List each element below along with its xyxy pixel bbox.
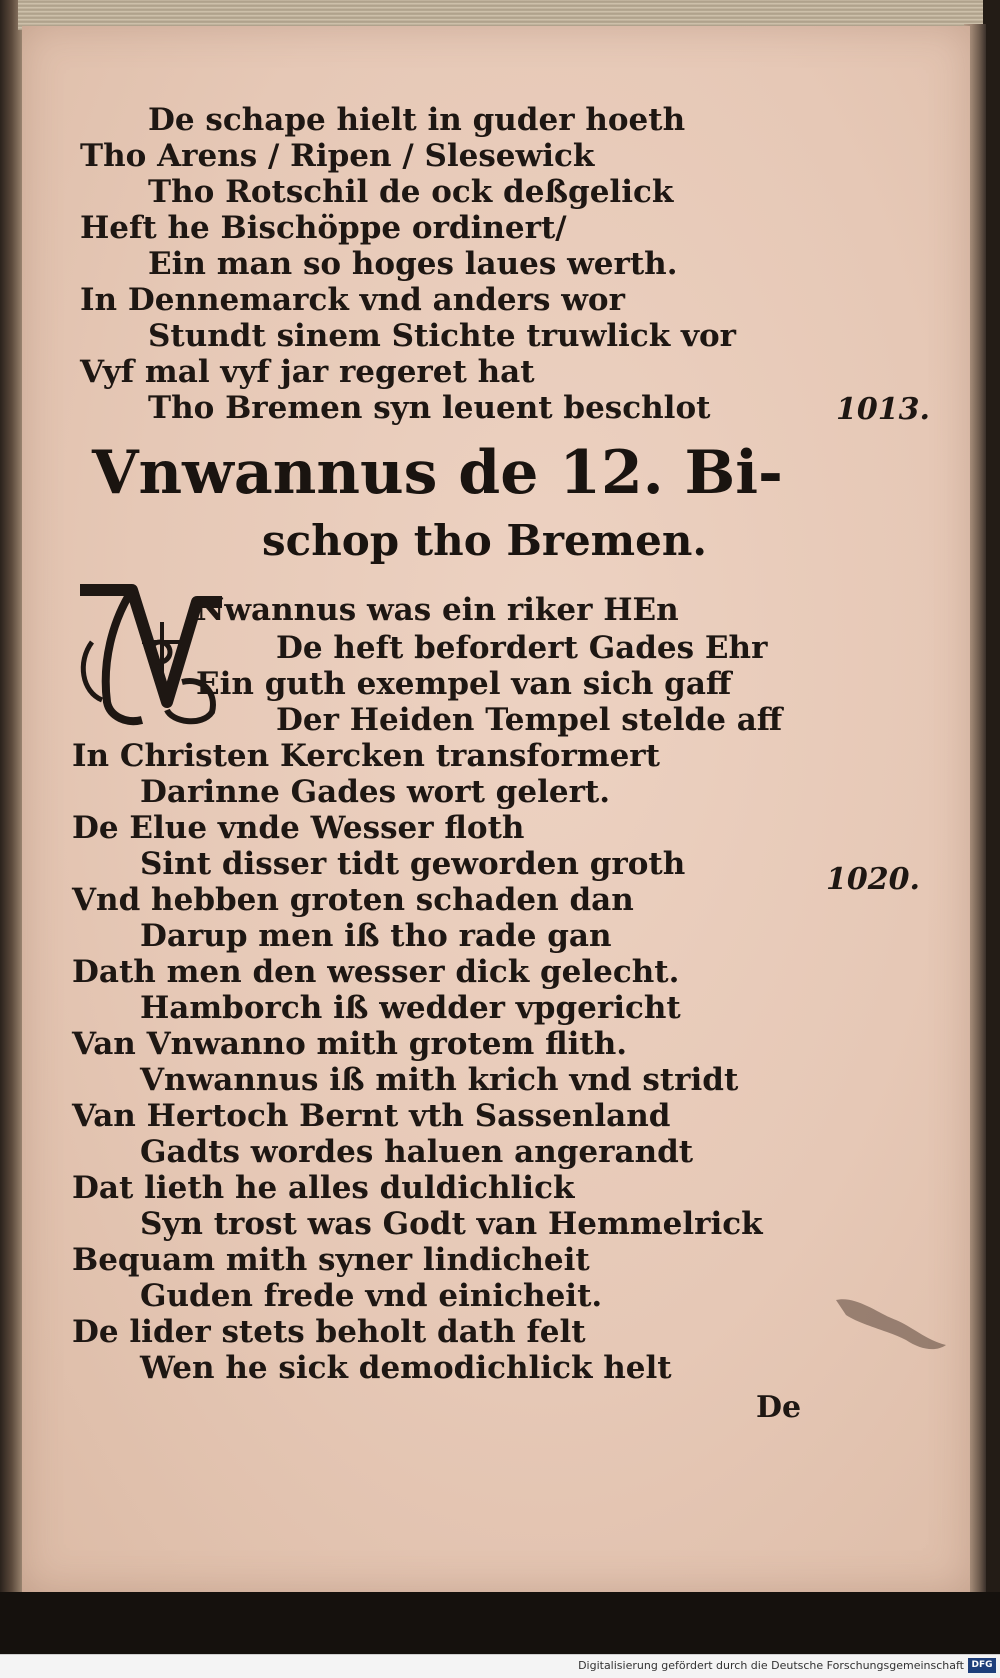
scan-background (0, 1592, 1000, 1654)
margin-year-note: 1020. (826, 862, 920, 897)
verse-line: Vnd hebben groten schaden dan (72, 882, 634, 918)
footer-credit: Digitalisierung gefördert durch die Deutsche Forschungsgemeinschaft (578, 1659, 964, 1672)
verse-line: De heft befordert Gades Ehr (276, 630, 768, 666)
verse-line: Tho Arens / Ripen / Slesewick (80, 138, 595, 174)
dfg-logo: DFG (968, 1658, 996, 1673)
verse-line: Wen he sick demodichlick helt (140, 1350, 672, 1386)
verse-line: Gadts wordes haluen angerandt (140, 1134, 694, 1170)
verse-line: Syn trost was Godt van Hemmelrick (140, 1206, 763, 1242)
ink-stain (826, 1290, 956, 1360)
verse-line: De schape hielt in guder hoeth (148, 102, 686, 138)
verse-line: Van Hertoch Bernt vth Sassenland (72, 1098, 671, 1134)
verse-line: Darup men iß tho rade gan (140, 918, 612, 954)
section-heading-continued: schop tho Bremen. (262, 516, 707, 565)
margin-year-note: 1013. (836, 392, 930, 427)
verse-line: Sint disser tidt geworden groth (140, 846, 686, 882)
footer-bar (0, 1654, 1000, 1678)
initial-letter: V (72, 582, 73, 583)
verse-line: Bequam mith syner lindicheit (72, 1242, 590, 1278)
verse-line: Tho Bremen syn leuent beschlot (148, 390, 711, 426)
verse-line: Hamborch iß wedder vpgericht (140, 990, 681, 1026)
verse-line: In Dennemarck vnd anders wor (80, 282, 625, 318)
verse-line: Ein guth exempel van sich gaff (196, 666, 732, 702)
verse-line: Vyf mal vyf jar regeret hat (80, 354, 535, 390)
verse-line: Stundt sinem Stichte truwlick vor (148, 318, 736, 354)
section-heading: Vnwannus de 12. Bi- (92, 438, 783, 508)
verse-line: Ein man so hoges laues werth. (148, 246, 678, 282)
verse-line: In Christen Kercken transformert (72, 738, 660, 774)
verse-line: De lider stets beholt dath felt (72, 1314, 586, 1350)
verse-line: Heft he Bischöppe ordinert/ (80, 210, 567, 246)
verse-line: De Elue vnde Wesser floth (72, 810, 525, 846)
verse-line: Der Heiden Tempel stelde aff (276, 702, 783, 738)
verse-line: Darinne Gades wort gelert. (140, 774, 611, 810)
verse-line: Dath men den wesser dick gelecht. (72, 954, 680, 990)
catchword: De (756, 1390, 802, 1425)
verse-line: Nwannus was ein riker HEn (196, 592, 679, 628)
verse-line: Dat lieth he alles duldichlick (72, 1170, 575, 1206)
verse-line: Van Vnwanno mith grotem flith. (72, 1026, 628, 1062)
verse-line: Tho Rotschil de ock deßgelick (148, 174, 674, 210)
verse-line: Vnwannus iß mith krich vnd stridt (140, 1062, 739, 1098)
verse-line: Guden frede vnd einicheit. (140, 1278, 603, 1314)
